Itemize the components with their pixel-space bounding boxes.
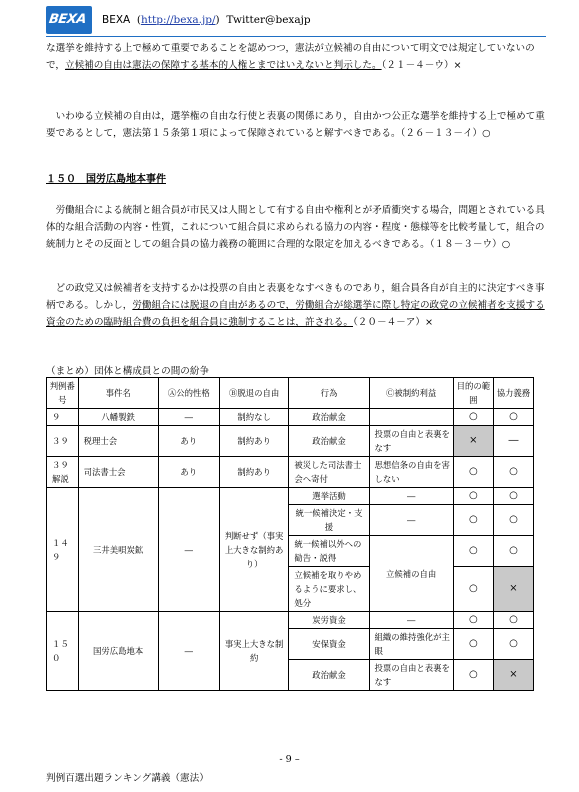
paragraph-4 <box>46 280 546 331</box>
cell-interest: 思想信条の自由を害しない <box>369 457 453 488</box>
header-interest: Ⓒ被制約利益 <box>369 378 453 409</box>
header-scope: 目的の範囲 <box>453 378 493 409</box>
cell-withdraw: 判断せず（事実上大きな制約あり） <box>219 488 289 612</box>
paragraph-2-text: いわゆる立候補の自由は，選挙権の自由な行使と表裏の関係にあり，自由かつ公正な選挙を維持する上で極めて重要であるとして，憲法第１５条第１項によって保障されていると解すべきである。（２６－１３－イ）○ <box>46 111 545 139</box>
cell-duty: × <box>493 660 533 691</box>
cell-interest: 投票の自由と表裏をなす <box>369 660 453 691</box>
bexa-logo <box>46 6 92 34</box>
cell-public: ― <box>158 409 219 426</box>
cell-duty: × <box>493 567 533 612</box>
url-open-paren: ( <box>136 14 142 26</box>
paragraph-1 <box>46 40 546 74</box>
paragraph-4-underlined-2: 労働組合が総選挙に際し特定の政党の立候補者を支援する資金のための臨時組合費の負担を組合員に強制することは，許される。 <box>46 300 545 328</box>
cell-act: 炭労資金 <box>289 612 369 629</box>
site-link[interactable]: http://bexa.jp/ <box>141 14 216 26</box>
header-case-no: 判例番号 <box>47 378 79 409</box>
page-number: ‐ 9 – <box>279 754 300 765</box>
cell-case-name: 税理士会 <box>78 426 158 457</box>
cell-act: 政治献金 <box>289 660 369 691</box>
cell-scope: ○ <box>453 629 493 660</box>
table-header-row <box>47 378 534 409</box>
cell-act: 政治献金 <box>289 409 369 426</box>
cell-interest: 立候補の自由 <box>369 536 453 612</box>
header-text <box>102 14 311 26</box>
paragraph-2 <box>46 108 546 142</box>
header-public: Ⓐ公的性格 <box>158 378 219 409</box>
cell-withdraw: 制約なし <box>219 409 289 426</box>
logo-text: BEXA <box>47 12 87 27</box>
cell-scope: ○ <box>453 488 493 505</box>
cell-interest: ― <box>369 505 453 536</box>
paragraph-4-answer: （２０－４－ア）× <box>353 317 433 328</box>
twitter-handle: Twitter@bexajp <box>226 14 311 26</box>
paragraph-1-underlined: 立候補の自由は憲法の保障する基本的人権とまではいえないと判示した。 <box>65 60 382 71</box>
cell-interest: ― <box>369 612 453 629</box>
cell-act: 統一候補以外への勧告・説得 <box>289 536 369 567</box>
cell-duty: ○ <box>493 505 533 536</box>
table-row <box>47 488 534 505</box>
page-header <box>46 6 546 34</box>
paragraph-1-answer: （２１－４－ウ）× <box>381 60 462 71</box>
summary-table <box>46 377 534 691</box>
cell-act: 安保資金 <box>289 629 369 660</box>
cell-duty: ― <box>493 426 533 457</box>
table-row <box>47 409 534 426</box>
header-withdraw: Ⓑ脱退の自由 <box>219 378 289 409</box>
table-caption: （まとめ）団体と構成員との間の紛争 <box>46 366 210 377</box>
url-close-paren: ) <box>215 14 220 26</box>
header-case-name: 事件名 <box>78 378 158 409</box>
paragraph-4-text: どの政党又は候補者を支持するかは投票の自由と表裏をなすべきものであり，組合員各自が自主的に決定すべき事柄である。しかし， <box>46 283 545 311</box>
cell-public: ― <box>158 612 219 691</box>
cell-case-name: 三井美唄炭鉱 <box>78 488 158 612</box>
cell-case-name: 八幡製鉄 <box>78 409 158 426</box>
table-row <box>47 426 534 457</box>
header-act: 行為 <box>289 378 369 409</box>
cell-public: あり <box>158 426 219 457</box>
cell-duty: ○ <box>493 457 533 488</box>
cell-public: あり <box>158 457 219 488</box>
cell-case-no: ９ <box>47 409 79 426</box>
cell-scope: ○ <box>453 567 493 612</box>
cell-act: 選挙活動 <box>289 488 369 505</box>
cell-act: 被災した司法書士会へ寄付 <box>289 457 369 488</box>
brand-name: BEXA <box>102 14 131 26</box>
header-duty: 協力義務 <box>493 378 533 409</box>
paragraph-3-text: 労働組合による統制と組合員が市民又は人間として有する自由や権利とが矛盾衝突する場合，問題とされている具体的な組合活動の内容・性質，これについて組合員に求められる協力の内容・程度・態様等を比較考量して，組合の統制力とその反面としての組合員の協力義務の範囲に合理的な限定を加えるべきである。（１８－３－ウ）○ <box>46 205 545 250</box>
cell-duty: ○ <box>493 536 533 567</box>
header-divider <box>46 36 546 37</box>
cell-duty: ○ <box>493 488 533 505</box>
page-footer: 判例百選出題ランキング講義（憲法） <box>46 773 209 784</box>
cell-scope: ○ <box>453 536 493 567</box>
cell-scope: ○ <box>453 505 493 536</box>
cell-case-no: ３９解説 <box>47 457 79 488</box>
cell-public: ― <box>158 488 219 612</box>
table-row <box>47 612 534 629</box>
cell-scope: ○ <box>453 457 493 488</box>
cell-case-name: 司法書士会 <box>78 457 158 488</box>
cell-interest: 投票の自由と表裏をなす <box>369 426 453 457</box>
cell-scope: ○ <box>453 660 493 691</box>
cell-act: 統一候補決定・支援 <box>289 505 369 536</box>
paragraph-1-text: な選挙を維持する上で極めて重要であることを認めつつ，憲法が立候補の自由について明文では規定していないので， <box>46 43 535 71</box>
cell-withdraw: 事実上大きな制約 <box>219 612 289 691</box>
cell-duty: ○ <box>493 629 533 660</box>
section-heading-text: １５０ 国労広島地本事件 <box>46 174 166 185</box>
cell-case-name: 国労広島地本 <box>78 612 158 691</box>
table-row <box>47 457 534 488</box>
cell-duty: ○ <box>493 409 533 426</box>
paragraph-4-underlined-1: 労働組合には脱退の自由があるので， <box>132 300 296 311</box>
cell-duty: ○ <box>493 612 533 629</box>
cell-withdraw: 制約あり <box>219 426 289 457</box>
section-heading <box>46 172 546 188</box>
cell-interest <box>369 409 453 426</box>
paragraph-3 <box>46 202 546 253</box>
cell-interest: ― <box>369 488 453 505</box>
cell-scope: ○ <box>453 409 493 426</box>
cell-interest: 組織の維持強化が主眼 <box>369 629 453 660</box>
cell-scope: × <box>453 426 493 457</box>
cell-withdraw: 制約あり <box>219 457 289 488</box>
cell-case-no: ３９ <box>47 426 79 457</box>
cell-case-no: １５０ <box>47 612 79 691</box>
cell-case-no: １４９ <box>47 488 79 612</box>
cell-act: 政治献金 <box>289 426 369 457</box>
cell-act: 立候補を取りやめるように要求し、処分 <box>289 567 369 612</box>
cell-scope: ○ <box>453 612 493 629</box>
